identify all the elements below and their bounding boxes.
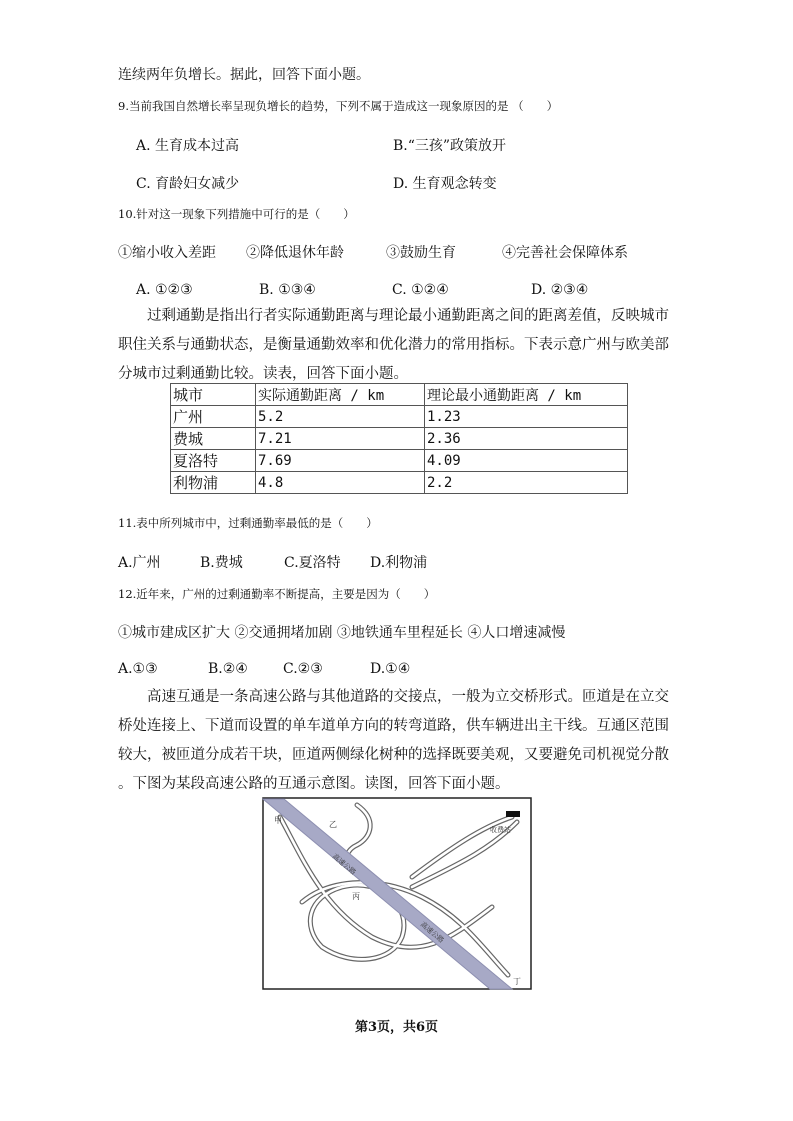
- page-footer: 第3页，共6页: [354, 1020, 439, 1035]
- passage-commute-line-1: 过剩通勤是指出行者实际通勤距离与理论最小通勤距离之间的距离差值，反映城市: [147, 308, 669, 324]
- table-header-theoretical: 理论最小通勤距离 / km: [425, 384, 628, 406]
- q11-option-d: D.利物浦: [370, 555, 428, 571]
- highway-label-upper: 高速公路: [330, 852, 358, 877]
- table-header-city: 城市: [171, 384, 256, 406]
- commute-table: [170, 383, 628, 494]
- q12-option-c: C.②③: [283, 661, 323, 677]
- q11-stem: 11.表中所列城市中，过剩通勤率最低的是（ ）: [118, 516, 378, 530]
- q11-option-b: B.费城: [200, 555, 243, 571]
- label-jia: 甲: [274, 816, 282, 825]
- table-cell-theoretical: 2.36: [425, 428, 628, 450]
- passage-interchange: [118, 683, 678, 799]
- table-row: [171, 450, 628, 472]
- table-cell-city: 利物浦: [171, 472, 256, 494]
- q12-option-d: D.①④: [370, 661, 411, 677]
- table-cell-theoretical: 1.23: [425, 406, 628, 428]
- q12-items: ①城市建成区扩大 ②交通拥堵加剧 ③地铁通车里程延长 ④人口增速减慢: [118, 625, 566, 641]
- interchange-figure: [262, 797, 532, 990]
- q12-option-a: A.①③: [118, 661, 158, 677]
- table-cell-actual: 7.21: [256, 428, 425, 450]
- table-cell-actual: 4.8: [256, 472, 425, 494]
- table-header-row: [171, 384, 628, 406]
- table-cell-city: 费城: [171, 428, 256, 450]
- q12-stem: 12.近年来，广州的过剩通勤率不断提高，主要是因为（ ）: [118, 587, 436, 601]
- q10-option-d: D. ②③④: [531, 282, 589, 298]
- label-bing: 丙: [352, 892, 360, 901]
- q10-item-2: ②降低退休年龄: [246, 245, 344, 261]
- label-ding: 丁: [513, 977, 521, 986]
- table-cell-city: 广州: [171, 406, 256, 428]
- table-row: [171, 428, 628, 450]
- q9-option-a: A. 生育成本过高: [136, 138, 240, 154]
- q11-option-c: C.夏洛特: [284, 555, 341, 571]
- table-row: [171, 472, 628, 494]
- toll-station-marker: [506, 811, 520, 817]
- q10-item-4: ④完善社会保障体系: [502, 245, 628, 261]
- table-cell-actual: 7.69: [256, 450, 425, 472]
- table-cell-theoretical: 4.09: [425, 450, 628, 472]
- passage-commute-line-2: 职住关系与通勤状态，是衡量通勤效率和优化潜力的常用指标。下表示意广州与欧美部: [118, 337, 669, 353]
- q12-option-b: B.②④: [208, 661, 248, 677]
- q9-option-c: C. 育龄妇女减少: [136, 176, 240, 192]
- table-header-actual: 实际通勤距离 / km: [256, 384, 425, 406]
- highway-label-lower: 高速公路: [418, 920, 446, 945]
- passage-interchange-line-3: 较大，被匝道分成若干块，匝道两侧绿化树种的选择既要美观，又要避免司机视觉分散: [118, 747, 669, 763]
- passage-interchange-line-2: 桥处连接上、下道而设置的单车道单方向的转弯道路，供车辆进出主干线。互通区范围: [118, 718, 669, 734]
- q10-option-c: C. ①②④: [392, 282, 449, 298]
- label-toll-station: 收费站: [490, 826, 511, 834]
- q10-item-3: ③鼓励生育: [386, 245, 456, 261]
- label-yi: 乙: [329, 820, 337, 829]
- table-cell-city: 夏洛特: [171, 450, 256, 472]
- passage-interchange-line-4: 。下图为某段高速公路的互通示意图。读图，回答下面小题。: [118, 776, 510, 792]
- passage-interchange-line-1: 高速互通是一条高速公路与其他道路的交接点，一般为立交桥形式。匝道是在立交: [147, 689, 669, 705]
- q10-option-b: B. ①③④: [259, 282, 316, 298]
- q10-option-a: A. ①②③: [136, 282, 193, 298]
- interchange-diagram: [262, 797, 532, 990]
- passage-commute: [118, 302, 678, 389]
- q11-option-a: A.广州: [118, 555, 161, 571]
- table-cell-theoretical: 2.2: [425, 472, 628, 494]
- q9-option-d: D. 生育观念转变: [393, 176, 497, 192]
- table-cell-actual: 5.2: [256, 406, 425, 428]
- q9-stem: 9.当前我国自然增长率呈现负增长的趋势，下列不属于造成这一现象原因的是 （ ）: [118, 99, 559, 113]
- passage-commute-line-3: 分城市过剩通勤比较。读表，回答下面小题。: [118, 366, 408, 382]
- q10-stem: 10.针对这一现象下列措施中可行的是（ ）: [118, 207, 355, 221]
- table-row: [171, 406, 628, 428]
- q10-item-1: ①缩小收入差距: [118, 245, 216, 261]
- intro-tail: 连续两年负增长。据此，回答下面小题。: [118, 67, 370, 83]
- q9-option-b: B.“三孩”政策放开: [393, 138, 507, 154]
